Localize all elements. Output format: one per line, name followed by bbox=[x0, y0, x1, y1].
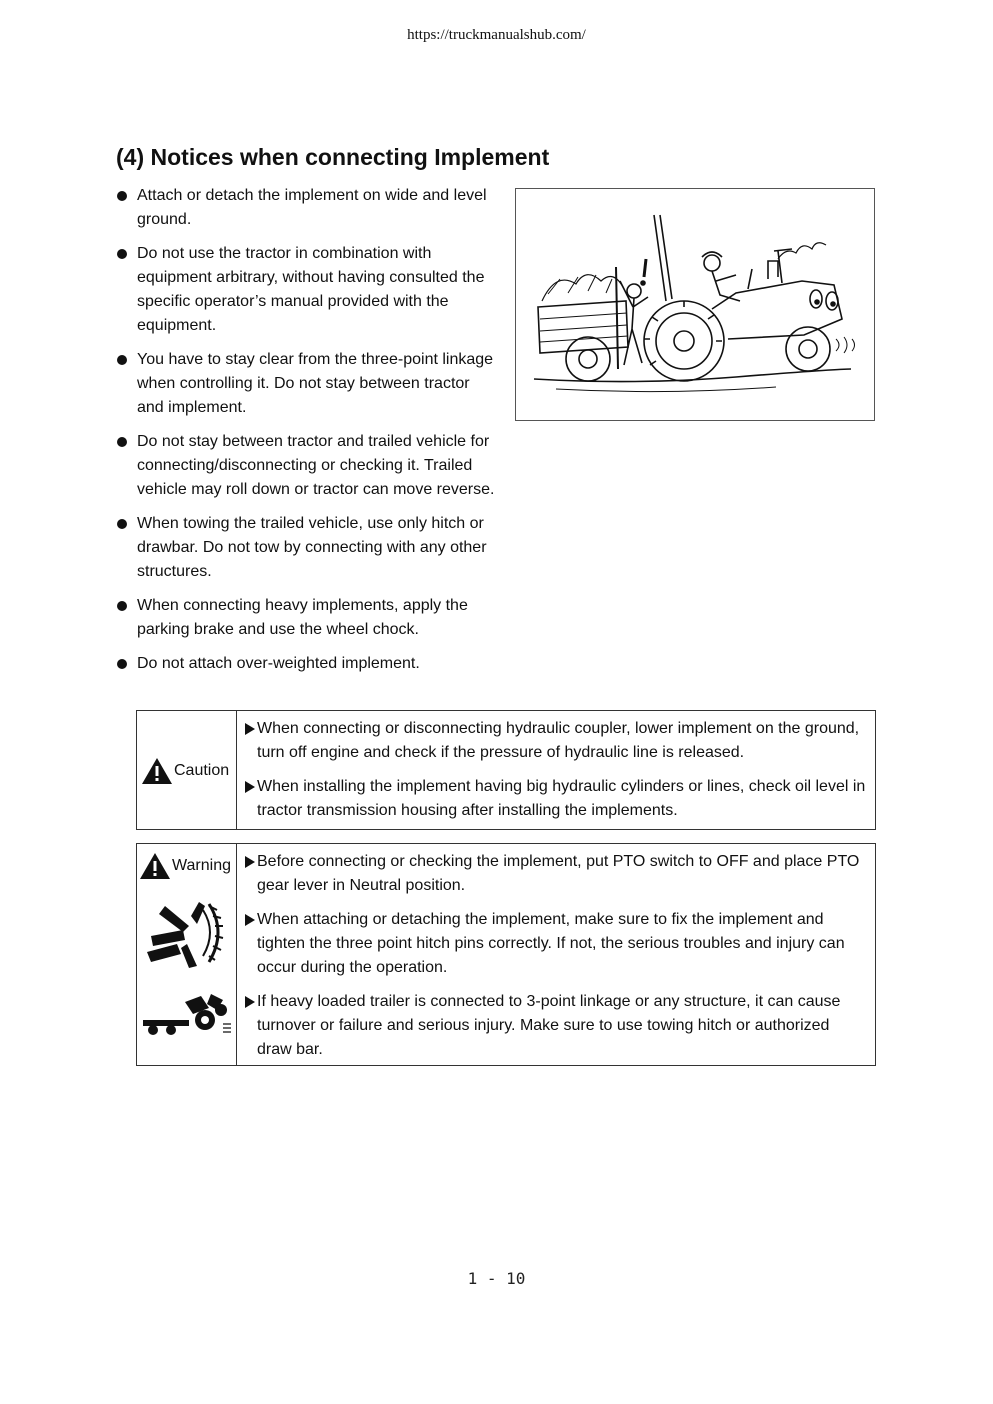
warning-item-text: When attaching or detaching the implement, make sure to fix the implement and tighten the three point hitch pins correctly. If not, the serious troubles and injury can occur during the operation. bbox=[257, 911, 845, 976]
bullet-dot-icon bbox=[117, 519, 127, 529]
notice-bullet-list bbox=[117, 184, 497, 686]
list-item bbox=[117, 242, 497, 338]
list-item bbox=[117, 430, 497, 502]
bullet-text: You have to stay clear from the three-point linkage when controlling it. Do not stay between tractor and implement. bbox=[137, 351, 494, 416]
caution-label bbox=[141, 757, 229, 785]
caution-item-text: When connecting or disconnecting hydraulic coupler, lower implement on the ground, turn off engine and check if the pressure of hydraulic line is released. bbox=[257, 720, 860, 761]
triangle-bullet-icon bbox=[245, 914, 255, 926]
list-item bbox=[245, 775, 867, 823]
bullet-dot-icon bbox=[117, 355, 127, 365]
header-url: https://truckmanualshub.com/ bbox=[407, 27, 586, 43]
tractor-trailer-drawing bbox=[516, 189, 874, 420]
list-item bbox=[245, 717, 867, 765]
section-title: (4) Notices when connecting Implement bbox=[116, 144, 550, 170]
warning-item-text: If heavy loaded trailer is connected to 3-point linkage or any structure, it can cause turnover or failure and serious injury. Make sure to use towing hitch or authorized draw bar. bbox=[257, 993, 841, 1058]
bullet-text: When towing the trailed vehicle, use only hitch or drawbar. Do not tow by connecting with any other structures. bbox=[137, 515, 487, 580]
list-item bbox=[117, 348, 497, 420]
list-item bbox=[117, 512, 497, 584]
caution-item-text: When installing the implement having big hydraulic cylinders or lines, check oil level in tractor transmission housing after installing the implements. bbox=[257, 778, 866, 819]
warning-item-text: Before connecting or checking the implement, put PTO switch to OFF and place PTO gear lever in Neutral position. bbox=[257, 853, 860, 894]
bullet-dot-icon bbox=[117, 601, 127, 611]
triangle-bullet-icon bbox=[245, 723, 255, 735]
caution-label-cell bbox=[137, 711, 237, 829]
warning-label-text: Warning bbox=[172, 857, 231, 874]
bullet-dot-icon bbox=[117, 437, 127, 447]
triangle-bullet-icon bbox=[245, 781, 255, 793]
bullet-text: Do not stay between tractor and trailed vehicle for connecting/disconnecting or checking it. Trailed vehicle may roll down or tractor can move reverse. bbox=[137, 433, 495, 498]
bullet-text: Do not attach over-weighted implement. bbox=[137, 655, 420, 672]
list-item bbox=[245, 990, 867, 1062]
caution-content bbox=[237, 711, 875, 829]
bullet-text: When connecting heavy implements, apply the parking brake and use the wheel chock. bbox=[137, 597, 468, 638]
bullet-dot-icon bbox=[117, 659, 127, 669]
list-item bbox=[117, 184, 497, 232]
trailer-overturn-icon bbox=[141, 990, 233, 1040]
warning-content bbox=[237, 844, 875, 1065]
list-item bbox=[245, 850, 867, 898]
bullet-text: Attach or detach the implement on wide and level ground. bbox=[137, 187, 487, 228]
bullet-dot-icon bbox=[117, 249, 127, 259]
list-item bbox=[245, 908, 867, 980]
triangle-bullet-icon bbox=[245, 996, 255, 1008]
bullet-dot-icon bbox=[117, 191, 127, 201]
caution-label-text: Caution bbox=[174, 762, 230, 779]
bullet-text: Do not use the tractor in combination with equipment arbitrary, without having consulted the specific operator’s manual provided with the equipment. bbox=[137, 245, 485, 334]
page-number: 1 - 10 bbox=[467, 1269, 526, 1288]
caution-triangle-icon bbox=[141, 757, 173, 785]
triangle-bullet-icon bbox=[245, 856, 255, 868]
list-item bbox=[117, 594, 497, 642]
list-item bbox=[117, 652, 497, 676]
caution-notice bbox=[136, 710, 876, 830]
pto-entanglement-icon bbox=[143, 896, 229, 970]
warning-label bbox=[139, 852, 231, 880]
warning-notice bbox=[136, 843, 876, 1066]
warning-triangle-icon bbox=[139, 852, 171, 880]
warning-label-cell bbox=[137, 844, 237, 1065]
tractor-illustration bbox=[515, 188, 875, 421]
